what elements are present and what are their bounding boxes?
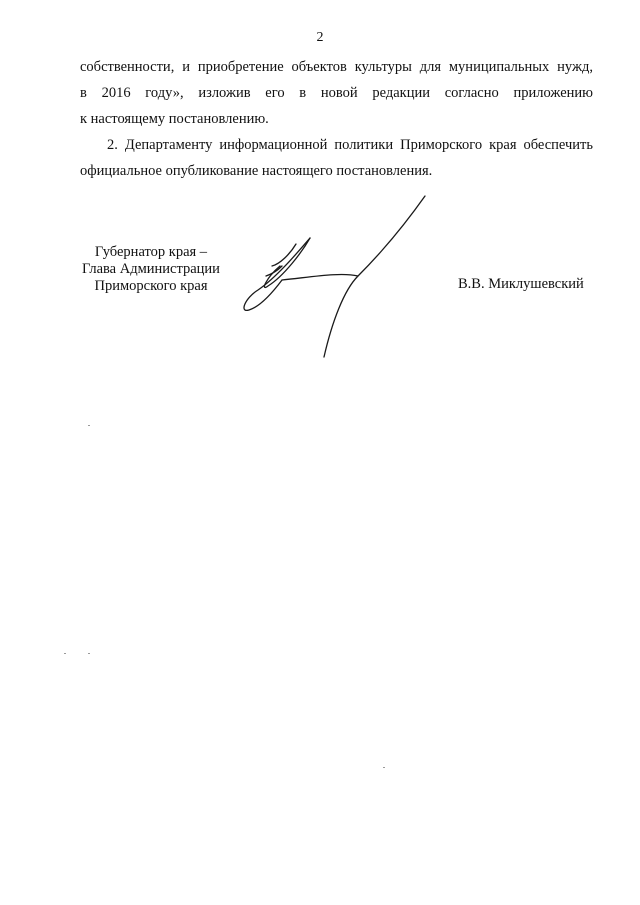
paragraph-line: в 2016 году», изложив его в новой редакции согласно приложению xyxy=(80,85,593,101)
paragraph-line: к настоящему постановлению. xyxy=(80,111,269,127)
signatory-title-line: Губернатор края – xyxy=(94,244,208,260)
page-number: 2 xyxy=(316,30,324,45)
handwritten-signature xyxy=(236,194,436,359)
scan-speck xyxy=(64,653,66,654)
paragraph-line: официальное опубликование настоящего постановления. xyxy=(80,163,433,179)
scan-speck xyxy=(88,425,90,426)
signatory-title xyxy=(76,244,226,295)
signatory-title-line: Приморского края xyxy=(94,278,208,294)
paragraph-line: 2. Департаменту информационной политики Приморского края обеспечить xyxy=(107,137,593,153)
scan-speck xyxy=(383,767,385,768)
signatory-name: В.В. Миклушевский xyxy=(458,276,584,292)
paragraph-line: собственности, и приобретение объектов культуры для муниципальных нужд, xyxy=(80,59,593,75)
scan-speck xyxy=(88,653,90,654)
signatory-title-line: Глава Администрации xyxy=(82,261,220,277)
